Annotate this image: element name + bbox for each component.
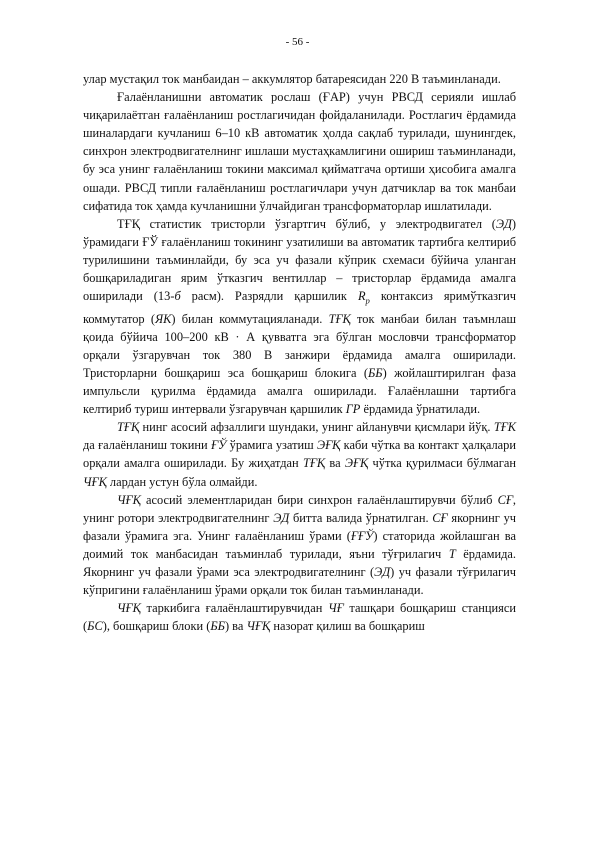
italic-term: ББ	[210, 619, 225, 634]
italic-term: ЯК	[155, 311, 172, 326]
text-run: расм). Разрядли қаршилик	[180, 289, 358, 304]
italic-term: ТҒК	[493, 420, 516, 435]
italic-term: ҒЎ	[210, 438, 227, 453]
text-run: нинг асосий афзаллиги шундаки, унинг айланувчи қисмлари йўқ.	[139, 420, 494, 435]
italic-term: ББ	[367, 365, 383, 380]
italic-term: ЭҒҚ	[316, 438, 341, 453]
italic-term: р	[365, 295, 370, 306]
text-run: асосий элементларидан бири синхрон ғалаёнлаштирувчи бўлиб	[140, 492, 498, 507]
text-run: ) жойлаштирилган фаза импульсли қурилма ёрдамида амалга оширилади. Ғалаёнлашни тартибга келтириб туриш интервали ўзгарувчан қаршилик	[83, 365, 516, 417]
text-run: , унинг ротори электродвигателнинг	[83, 492, 516, 525]
text-run: назорат қилиш ва бошқариш	[270, 619, 425, 634]
italic-term: ЭҒҚ	[344, 456, 369, 471]
italic-term: ГР	[345, 402, 361, 417]
text-run: чўтка қурилмаси бўлмаган	[368, 456, 517, 471]
body-text	[83, 70, 516, 635]
text-run: битта валида ўрнатилган.	[289, 510, 433, 525]
italic-term: ЭД	[374, 565, 391, 579]
text-run: таркибига ғалаёнлаштирувчидан	[140, 601, 329, 616]
italic-term: ЭД	[495, 216, 512, 231]
italic-term: R	[357, 289, 366, 304]
italic-term: ЭД	[273, 510, 290, 525]
italic-term: б	[174, 289, 181, 304]
text-run: ) уч фазали тўғрилагич кўпригини ғалаёнланиш ўрами орқали ток билан таъминланади.	[83, 565, 516, 598]
italic-term: ЧҒҚ	[117, 601, 141, 616]
italic-term: Т	[448, 546, 456, 561]
text-run: да ғалаёнланиш токини	[83, 438, 211, 453]
italic-term: ЧҒ	[328, 601, 344, 616]
italic-term: ЧҒҚ	[83, 474, 107, 489]
italic-term: ТҒҚ	[328, 311, 351, 326]
text-run: ташқари бошқариш станцияси (	[83, 601, 516, 634]
text-run: ), бошқариш блоки (	[102, 619, 211, 634]
text-run: ) ўрамидаги ҒЎ ғалаёнланиш токининг узатилиши ва автоматик тартибга келтириб турилишини таъминлайди, бу эса уч фазали кўприк схемаси бўйича уланган бошқариладиган ярим ўтказгич вентиллар – тристорлар ёрдамида амалга оширилади (13-	[83, 216, 516, 304]
italic-term: СҒ	[432, 510, 448, 525]
text-run: ўрамига узатиш	[226, 438, 317, 453]
paragraph-2	[83, 88, 516, 215]
text-run: якорнинг уч фазали ўрамига эга. Унинг ғалаёнланиш ўрами (	[83, 510, 516, 543]
text-run: ) билан коммутацияланади.	[171, 311, 329, 326]
text-run: ток манбаи билан таъмнлаш қоида бўйича 100–200 кВ · А қувватга эга бўлган мословчи трансформатор орқали ўзгарувчан ток 380 В занжири ёрдамида амалга оширилади. Тристорларни бошқариш эса бошқариш блокига (	[83, 311, 516, 380]
italic-term: ЧҒҚ	[246, 619, 271, 634]
italic-term: СҒ	[497, 492, 513, 507]
paragraph-6	[83, 599, 516, 635]
text-run: лардан устун бўла олмайди.	[106, 474, 258, 489]
text-run: ёрдамида ўрнатилади.	[360, 402, 481, 417]
paragraph-4	[83, 418, 516, 490]
paragraph-1	[83, 70, 516, 88]
paragraph-3	[83, 215, 516, 419]
text-run: ) статорида жойлашган ва доимий ток манбасидан таъминлаб турилади, яъни тўғрилагич	[83, 528, 516, 561]
text-run: ва	[325, 456, 345, 471]
page-number: - 56 -	[285, 36, 310, 48]
paragraph-5	[83, 491, 516, 600]
text-run: ёрдамида. Якорнинг уч фазали ўрами эса электродвигателнинг (	[83, 546, 516, 579]
italic-term: ҒҒЎ	[350, 528, 374, 543]
text-run: контаксиз яримўтказгич коммутатор (	[83, 289, 516, 326]
italic-term: ЧҒҚ	[117, 492, 141, 507]
italic-term: ТҒҚ	[117, 420, 140, 435]
text-run: улар мустақил ток манбаидан – аккумлятор батареясидан 220 В таъминланади.	[83, 72, 501, 86]
italic-term: БС	[87, 619, 103, 634]
text-run: ) ва	[224, 619, 247, 634]
text-run: Ғалаёнланишни автоматик рослаш (ҒАР) учун РВСД серияли ишлаб чиқарилаётган ғалаёнланиш ростлагичидан фойдаланилади. Ростлагич ёрдамида шиналардаги кучланиш 6–10 кВ автоматик ҳолда сақлаб турилади, шунингдек, синхрон электродвигателнинг ишлаши мустаҳкамлигини ошириш таъминланади, бу эса унинг ғалаёнланиш токини максимал қийматгача ортиши ҳисобига амалга ошади. РВСД типли ғалаёнланиш ростлагичлари учун датчиклар ва ток манбаи сифатида ток ҳамда кучланишни ўлчайдиган трансформаторлар ишлатилади.	[83, 90, 516, 213]
text-run: ТҒҚ статистик тристорли ўзгартгич бўлиб, у электродвигател (	[117, 216, 496, 231]
text-run: каби чўтка ва контакт ҳалқалари орқали амалга оширилади. Бу жиҳатдан	[83, 438, 517, 471]
italic-term: ТҒҚ	[302, 456, 326, 471]
